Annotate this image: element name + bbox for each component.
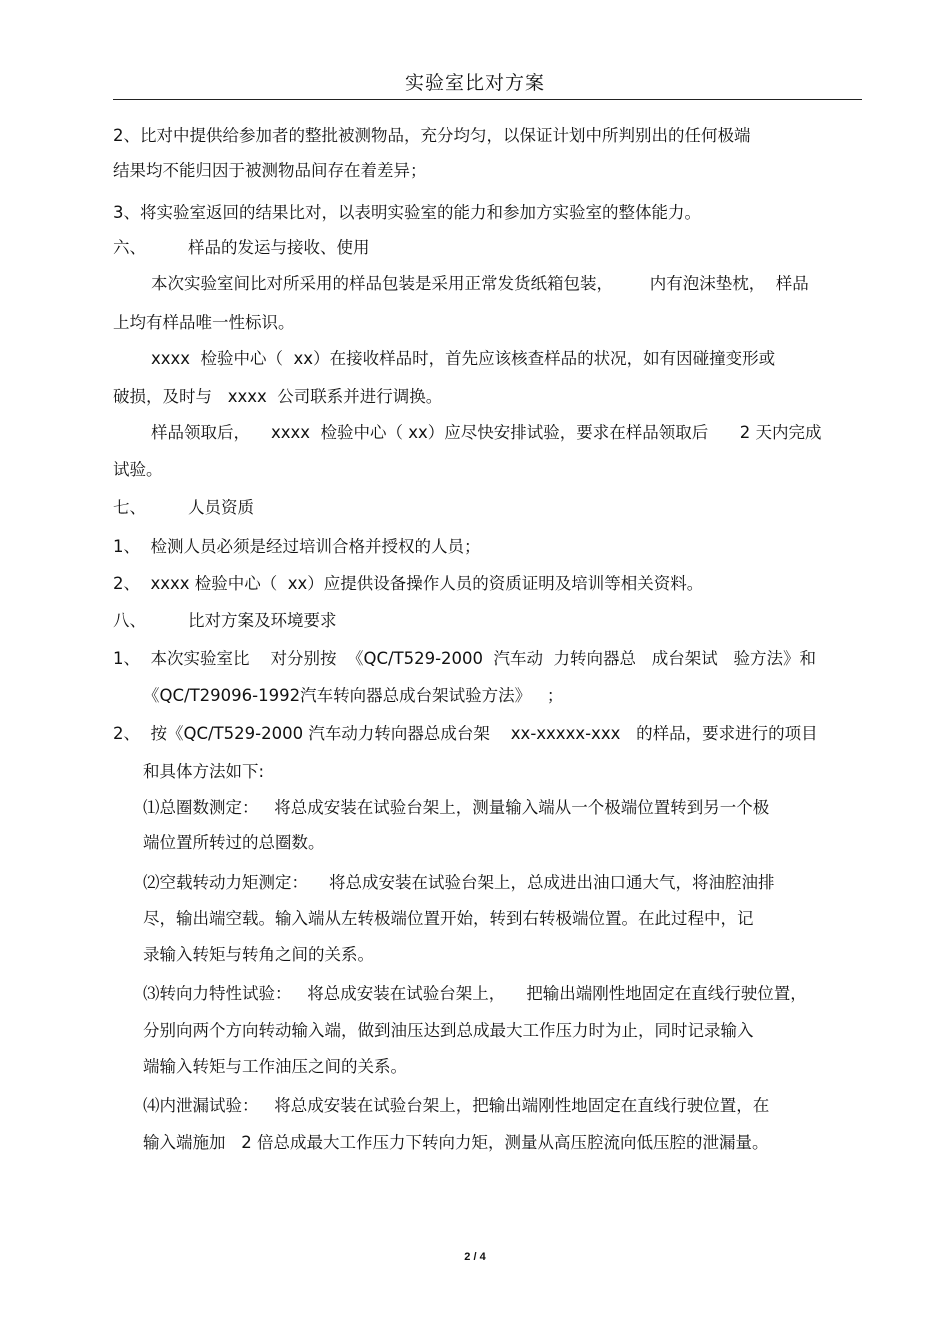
list-item: 2、 按《QC/T529-2000 汽车动力转向器总成台架 xx-xxxxx-xxx 的样品，要求进行的项目 <box>113 724 818 743</box>
section-heading: 七、 人员资质 <box>113 498 254 517</box>
text-line: ⑶转向力特性试验： 将总成安装在试验台架上， 把输出端刚性地固定在直线行驶位置， <box>143 984 807 1003</box>
text-line: 试验。 <box>113 460 163 479</box>
text-line: 破损，及时与 xxxx 公司联系并进行调换。 <box>113 387 443 406</box>
list-item: 1、 检测人员必须是经过培训合格并授权的人员； <box>113 537 481 556</box>
list-item: 1、 本次实验室比 对分别按 《QC/T529-2000 汽车动 力转向器总 成台架试 验方法》和 <box>113 649 816 668</box>
section-heading: 八、 比对方案及环境要求 <box>113 611 337 630</box>
text-line: 尽，输出端空载。输入端从左转极端位置开始，转到右转极端位置。在此过程中，记 <box>143 909 754 928</box>
section-heading: 六、 样品的发运与接收、使用 <box>113 238 370 257</box>
header-divider <box>113 99 862 100</box>
text-line: ⑷内泄漏试验： 将总成安装在试验台架上，把输出端刚性地固定在直线行驶位置，在 <box>143 1096 770 1115</box>
text-line: 端输入转矩与工作油压之间的关系。 <box>143 1057 407 1076</box>
text-line: 端位置所转过的总圈数。 <box>143 833 325 852</box>
list-item: 2、 xxxx 检验中心（ xx）应提供设备操作人员的资质证明及培训等相关资料。 <box>113 574 704 593</box>
text-line: ⑴总圈数测定： 将总成安装在试验台架上，测量输入端从一个极端位置转到另一个极 <box>143 798 770 817</box>
text-line: 《QC/T29096-1992汽车转向器总成台架试验方法》 ； <box>143 686 564 705</box>
text-line: 和具体方法如下: <box>143 762 265 781</box>
text-line: 2、比对中提供给参加者的整批被测物品，充分均匀，以保证计划中所判别出的任何极端 <box>113 126 751 145</box>
text-line: ⑵空载转动力矩测定： 将总成安装在试验台架上，总成进出油口通大气，将油腔油排 <box>143 873 775 892</box>
page-number: 2 / 4 <box>464 1251 486 1263</box>
text-line: xxxx 检验中心（ xx）在接收样品时，首先应该核查样品的状况，如有因碰撞变形或 <box>151 349 776 368</box>
text-line: 输入端施加 2 倍总成最大工作压力下转向力矩，测量从高压腔流向低压腔的泄漏量。 <box>143 1133 769 1152</box>
text-line: 分别向两个方向转动输入端，做到油压达到总成最大工作压力时为止，同时记录输入 <box>143 1021 754 1040</box>
page-header-title: 实验室比对方案 <box>404 72 545 94</box>
text-line: 样品领取后， xxxx 检验中心（ xx）应尽快安排试验，要求在样品领取后 2 天内完成 <box>151 423 822 442</box>
text-line: 本次实验室间比对所采用的样品包装是采用正常发货纸箱包装， 内有泡沫垫枕， 样品 <box>151 274 809 293</box>
text-line: 3、将实验室返回的结果比对，以表明实验室的能力和参加方实验室的整体能力。 <box>113 203 701 222</box>
text-line: 录输入转矩与转角之间的关系。 <box>143 945 374 964</box>
text-line: 结果均不能归因于被测物品间存在着差异； <box>113 161 427 180</box>
text-line: 上均有样品唯一性标识。 <box>113 313 295 332</box>
